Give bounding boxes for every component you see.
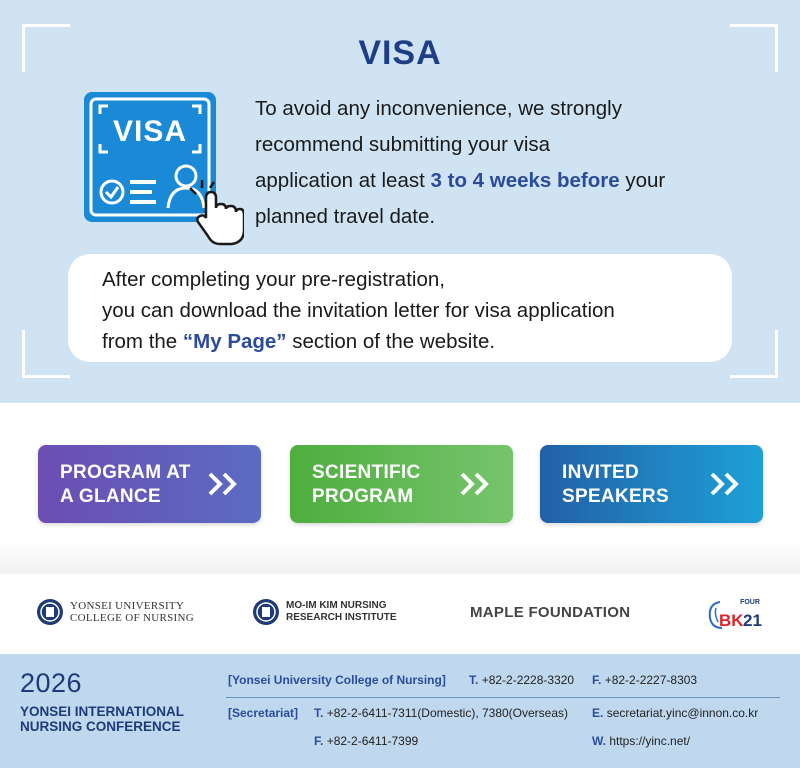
yonsei-nursing-logo[interactable]	[36, 598, 194, 626]
intro-line: To avoid any inconvenience, we strongly	[255, 97, 622, 120]
intro-line: recommend submitting your visa	[255, 133, 551, 156]
double-chevron-right-icon	[207, 471, 241, 497]
contact-label: [Yonsei University College of Nursing]	[228, 673, 446, 687]
visa-card-icon	[84, 92, 216, 222]
secretariat-label	[228, 706, 298, 720]
conference-name-line: NURSING CONFERENCE	[20, 719, 181, 734]
bk-text: BK	[719, 611, 744, 630]
contact-label: F.	[314, 734, 324, 748]
intro-highlight: 3 to 4 weeks before	[430, 169, 620, 192]
visa-card-label: VISA	[112, 115, 188, 148]
intro-text: your	[619, 169, 666, 192]
button-label-line: SPEAKERS	[562, 486, 669, 507]
conference-year: 2026	[20, 668, 83, 698]
secretariat-phone[interactable]	[314, 706, 568, 720]
invited-speakers-button[interactable]	[540, 445, 763, 523]
frame-corner-bottom-left	[22, 330, 70, 378]
secretariat-fax	[314, 734, 418, 748]
yonsei-seal-icon	[36, 598, 64, 626]
button-label-line: SCIENTIFIC	[312, 462, 421, 483]
contact-label: T.	[469, 673, 479, 687]
logo-line: MO-IM KIM NURSING	[286, 600, 387, 611]
conference-name-line: YONSEI INTERNATIONAL	[20, 704, 185, 719]
button-label-line: A GLANCE	[60, 486, 161, 507]
institute-seal-icon	[252, 598, 280, 626]
contact-value: +82-2-2228-3320	[481, 673, 575, 687]
frame-corner-bottom-right	[730, 330, 778, 378]
contact-value: secretariat.yinc@innon.co.kr	[606, 706, 759, 720]
button-label-line: INVITED	[562, 462, 640, 483]
logo-line: YONSEI UNIVERSITY	[70, 600, 185, 612]
intro-text: application at least	[255, 169, 431, 192]
contact-label: E.	[592, 706, 604, 720]
notice-text: from the	[102, 330, 183, 353]
notice-text: section of the website.	[286, 330, 496, 353]
scientific-program-button[interactable]	[290, 445, 513, 523]
intro-line: planned travel date.	[255, 205, 436, 228]
bk-four-text: FOUR	[740, 599, 760, 606]
double-chevron-right-icon	[459, 471, 493, 497]
college-fax	[592, 673, 697, 687]
secretariat-email[interactable]	[592, 706, 758, 720]
button-label-line: PROGRAM AT	[60, 462, 191, 483]
college-phone[interactable]	[469, 673, 574, 687]
contact-label: [Secretariat]	[228, 706, 299, 720]
footer	[0, 654, 800, 768]
institute-logo-text	[286, 600, 397, 624]
intro-line	[255, 163, 755, 199]
contact-label: W.	[592, 734, 606, 748]
contact-value: https://yinc.net/	[609, 734, 691, 748]
contact-value: +82-2-2227-8303	[604, 673, 698, 687]
program-at-a-glance-button[interactable]	[38, 445, 261, 523]
notice-line: After completing your pre-registration,	[102, 268, 445, 291]
sponsor-logos	[0, 574, 800, 654]
button-label-line: PROGRAM	[312, 486, 414, 507]
bk21-four-logo[interactable]	[706, 594, 770, 639]
contact-label: F.	[592, 673, 602, 687]
double-chevron-right-icon	[709, 471, 743, 497]
bk-number-text: 21	[743, 611, 762, 630]
logo-line: RESEARCH INSTITUTE	[286, 612, 397, 623]
conference-name	[20, 704, 184, 734]
contact-value: +82-2-6411-7399	[326, 734, 419, 748]
contact-value: +82-2-6411-7311(Domestic), 7380(Overseas)	[326, 706, 569, 720]
college-contact-label	[228, 673, 446, 687]
contact-label: T.	[314, 706, 324, 720]
notice-line: you can download the invitation letter for visa application	[102, 299, 615, 322]
mo-im-kim-institute-logo[interactable]	[252, 598, 397, 626]
yonsei-logo-text	[70, 600, 194, 624]
invitation-notice-box	[68, 254, 732, 362]
logo-line: COLLEGE OF NURSING	[70, 612, 194, 624]
website-link[interactable]	[592, 734, 690, 748]
maple-foundation-logo[interactable]: MAPLE FOUNDATION	[470, 604, 631, 621]
notice-line	[102, 326, 732, 357]
footer-divider	[226, 697, 780, 698]
visa-title: VISA	[358, 34, 442, 72]
visa-intro-text	[255, 91, 755, 235]
my-page-link[interactable]: “My Page”	[182, 330, 287, 353]
section-divider	[0, 540, 800, 574]
